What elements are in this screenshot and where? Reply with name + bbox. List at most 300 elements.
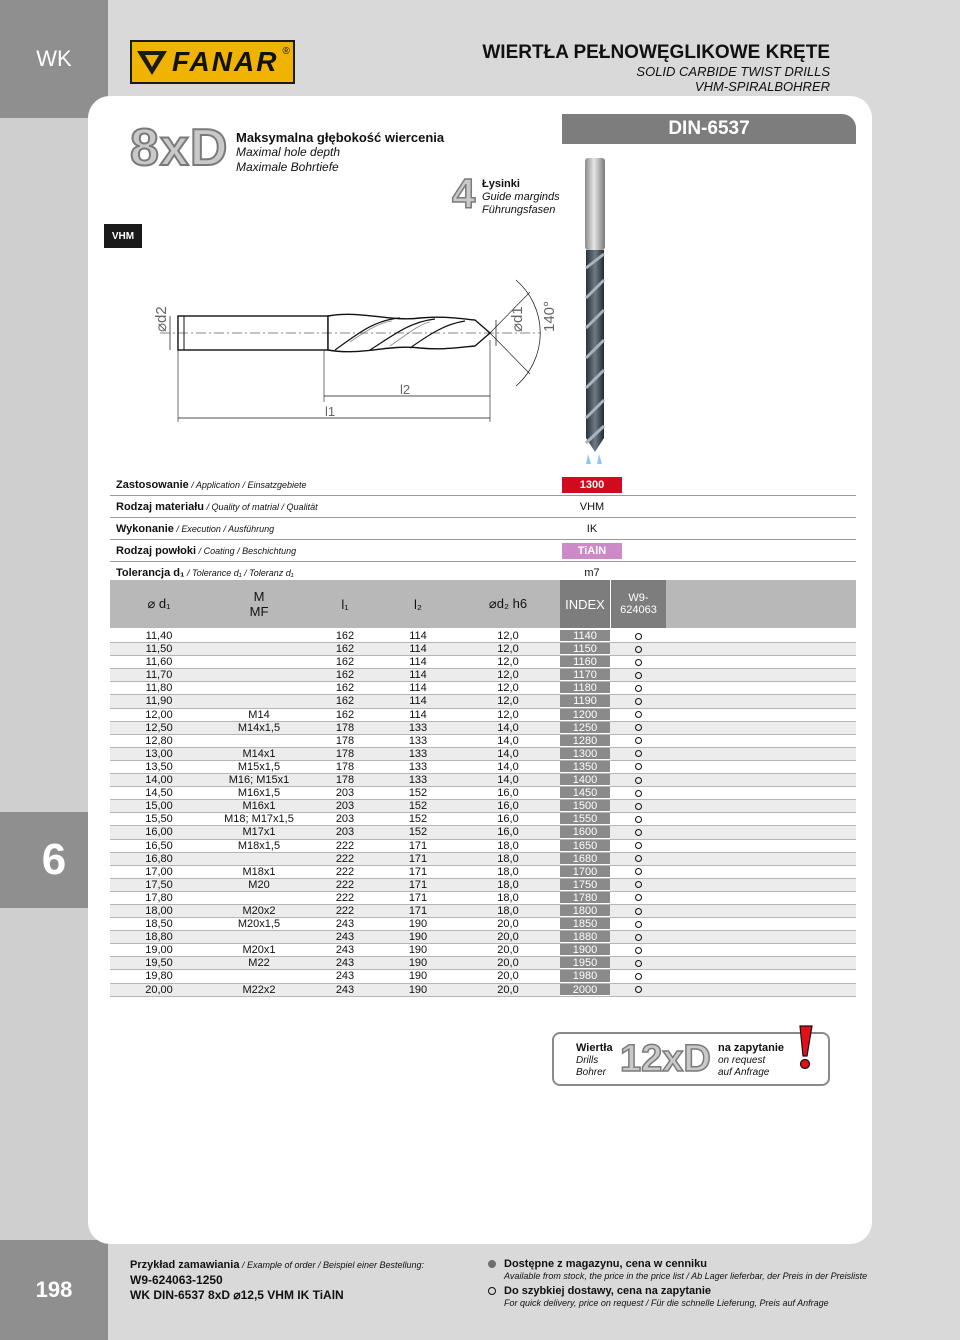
quick-delivery-circle-icon <box>635 763 642 770</box>
cell-l1: 243 <box>335 970 355 983</box>
table-row <box>110 957 856 970</box>
cell-l1: 222 <box>335 839 355 852</box>
cell-l1: 243 <box>335 944 355 957</box>
cell-availability <box>610 682 666 694</box>
legend-text <box>504 1258 867 1282</box>
property-label-rest: / Application / Einsatzgebiete <box>188 479 307 490</box>
cell-d1: 11,50 <box>145 643 173 656</box>
logo-registered-mark: ® <box>282 46 290 57</box>
quick-delivery-circle-icon <box>635 986 642 993</box>
material-tag: VHM <box>104 224 142 248</box>
table-row <box>110 892 856 905</box>
cell-thread: M16x1,5 <box>237 787 281 800</box>
cell-index: 1350 <box>560 761 610 773</box>
cell-availability <box>610 735 666 747</box>
table-body <box>110 630 856 997</box>
table-row <box>110 853 856 866</box>
legend-title: Dostępne z magazynu, cena w cenniku <box>504 1258 707 1270</box>
cell-l2: 171 <box>408 904 428 917</box>
cell-index: 1600 <box>560 826 610 838</box>
cell-l1: 162 <box>335 669 355 682</box>
cell-d1: 13,50 <box>145 760 173 773</box>
cell-l1: 243 <box>335 918 355 931</box>
cell-thread <box>208 892 310 904</box>
page-number: 198 <box>0 1240 108 1340</box>
cell-index: 1800 <box>560 905 610 917</box>
cell-l2: 190 <box>408 918 428 931</box>
cell-index: 1150 <box>560 643 610 655</box>
table-row <box>110 656 856 669</box>
margins-pl: Łysinki <box>482 178 520 190</box>
cell-l2: 190 <box>408 970 428 983</box>
cell-d2: 14,0 <box>497 760 519 773</box>
margins-de: Führungsfasen <box>482 204 556 216</box>
header-filler <box>666 580 856 628</box>
property-label <box>110 545 556 557</box>
property-value: TiAlN <box>562 543 622 559</box>
legend-subtitle: For quick delivery, price on request / Für die schnelle Lieferung, Preis auf Anfrage <box>504 1298 829 1308</box>
cell-d1: 18,00 <box>145 904 173 917</box>
cell-d2: 18,0 <box>497 865 519 878</box>
page-title: WIERTŁA PEŁNOWĘGLIKOWE KRĘTE <box>482 42 830 63</box>
col-mf: MF <box>249 604 269 619</box>
cell-l1: 222 <box>335 878 355 891</box>
cell-l1: 162 <box>335 643 355 656</box>
cell-thread: M18x1 <box>242 865 276 878</box>
cell-d2: 20,0 <box>497 918 519 931</box>
quick-delivery-circle-icon <box>635 672 642 679</box>
cell-index: 1680 <box>560 853 610 865</box>
cell-thread <box>208 853 310 865</box>
on-request-en: on request <box>718 1055 766 1066</box>
cell-d1: 19,00 <box>145 944 173 957</box>
table-row <box>110 735 856 748</box>
cell-thread: M18; M17x1,5 <box>224 813 294 826</box>
cell-l2: 114 <box>409 695 427 708</box>
cell-thread: M14x1 <box>242 747 276 760</box>
cell-thread: M15x1,5 <box>237 760 281 773</box>
quick-delivery-circle-icon <box>635 908 642 915</box>
cell-l1: 178 <box>335 747 355 760</box>
table-row <box>110 722 856 735</box>
cell-thread: M16x1 <box>242 800 276 813</box>
col-l2: l₂ <box>414 596 422 612</box>
table-row <box>110 800 856 813</box>
cell-thread <box>208 931 310 943</box>
table-row <box>110 826 856 839</box>
cell-d1: 18,80 <box>145 931 173 944</box>
cell-l2: 152 <box>408 813 428 826</box>
quick-delivery-circle-icon <box>635 881 642 888</box>
cell-availability <box>610 853 666 865</box>
cell-availability <box>610 787 666 799</box>
cell-d2: 14,0 <box>497 734 519 747</box>
table-row <box>110 761 856 774</box>
cell-d1: 15,00 <box>145 800 173 813</box>
cell-d2: 12,0 <box>497 682 519 695</box>
property-value: m7 <box>584 566 600 579</box>
cell-availability <box>610 774 666 786</box>
max-depth-label <box>236 130 444 175</box>
cell-d1: 17,00 <box>145 865 173 878</box>
cell-l2: 190 <box>408 944 428 957</box>
cell-d2: 20,0 <box>497 983 519 996</box>
cell-availability <box>610 984 666 996</box>
cell-d2: 12,0 <box>497 643 519 656</box>
property-row <box>110 496 856 518</box>
section-tab: WK <box>0 0 108 118</box>
cell-l1: 222 <box>335 891 355 904</box>
table-row <box>110 709 856 722</box>
quick-delivery-circle-icon <box>635 894 642 901</box>
cell-l2: 114 <box>409 643 427 656</box>
col-article-code: W9-624063 <box>610 580 666 628</box>
cell-thread: M22x2 <box>242 983 276 996</box>
cell-index: 1160 <box>560 656 610 668</box>
drills-en: Drills <box>576 1055 599 1066</box>
cell-l1: 178 <box>335 760 355 773</box>
table-row <box>110 984 856 997</box>
drills-pl: Wiertła <box>576 1042 613 1054</box>
exclamation-icon <box>792 1024 818 1070</box>
cell-index: 1180 <box>560 682 610 694</box>
quick-delivery-circle-icon <box>635 934 642 941</box>
max-depth-en: Maximal hole depth <box>236 145 341 159</box>
quick-delivery-circle-icon <box>635 685 642 692</box>
legend-item <box>488 1258 867 1282</box>
cell-availability <box>610 813 666 825</box>
cell-d1: 20,00 <box>145 983 173 996</box>
cell-l1: 222 <box>335 852 355 865</box>
cell-d2: 14,0 <box>497 747 519 760</box>
cell-d1: 16,00 <box>145 826 173 839</box>
cell-thread: M17x1 <box>242 826 276 839</box>
cell-availability <box>610 722 666 734</box>
quick-delivery-circle-icon <box>635 803 642 810</box>
cell-d1: 19,80 <box>145 970 173 983</box>
cell-index: 1300 <box>560 748 610 760</box>
cell-l2: 133 <box>408 774 428 787</box>
legend-subtitle: Available from stock, the price in the price list / Ab Lager lieferbar, der Preis in der Preisliste <box>504 1271 868 1281</box>
quick-delivery-circle-icon <box>635 633 642 640</box>
cell-index: 1250 <box>560 722 610 734</box>
drill-photo <box>578 158 612 468</box>
property-label-rest: / Coating / Beschichtung <box>196 545 297 556</box>
table-row <box>110 669 856 682</box>
depth-badge: 8xD <box>130 119 229 177</box>
cell-index: 1550 <box>560 813 610 825</box>
table-row <box>110 630 856 643</box>
cell-d1: 11,40 <box>145 630 173 642</box>
cell-d1: 19,50 <box>145 957 173 970</box>
quick-delivery-circle-icon <box>635 947 642 954</box>
cell-d1: 16,80 <box>145 852 173 865</box>
cell-d2: 20,0 <box>497 931 519 944</box>
cell-availability <box>610 656 666 668</box>
l1-label: l1 <box>325 404 336 419</box>
cell-index: 1880 <box>560 931 610 943</box>
quick-delivery-circle-icon <box>635 973 642 980</box>
cell-d2: 20,0 <box>497 970 519 983</box>
cell-l1: 162 <box>335 656 355 669</box>
cell-l2: 171 <box>408 878 428 891</box>
cell-index: 1900 <box>560 944 610 956</box>
page-subtitle-de: VHM-SPIRALBOHRER <box>694 79 830 94</box>
order-example-title <box>130 1258 424 1273</box>
cell-d2: 14,0 <box>497 721 519 734</box>
cell-d2: 12,0 <box>497 630 519 642</box>
cell-thread <box>208 970 310 982</box>
legend-title: Do szybkiej dostawy, cena na zapytanie <box>504 1285 712 1297</box>
cell-l2: 133 <box>408 734 428 747</box>
cell-thread <box>208 630 310 642</box>
property-label <box>110 523 556 535</box>
order-code-2: WK DIN-6537 8xD ⌀12,5 VHM IK TiAlN <box>130 1288 344 1302</box>
cell-availability <box>610 944 666 956</box>
col-index: INDEX <box>560 580 610 628</box>
cell-l2: 133 <box>408 747 428 760</box>
property-label-pl: Rodzaj powłoki <box>116 544 197 557</box>
cell-thread <box>208 669 310 681</box>
cell-thread: M18x1,5 <box>237 839 281 852</box>
cell-d2: 16,0 <box>497 800 519 813</box>
cell-index: 1170 <box>560 669 610 681</box>
cell-d1: 11,90 <box>145 695 173 708</box>
cell-l1: 178 <box>335 734 355 747</box>
d1-label: ⌀d1 <box>509 306 526 332</box>
table-row <box>110 905 856 918</box>
cell-availability <box>610 761 666 773</box>
availability-legend <box>488 1258 867 1312</box>
cell-d2: 18,0 <box>497 839 519 852</box>
quick-delivery-circle-icon <box>635 960 642 967</box>
properties-list <box>110 474 856 584</box>
brand-logo <box>130 40 295 84</box>
cell-d2: 18,0 <box>497 878 519 891</box>
cell-availability <box>610 826 666 838</box>
property-value: IK <box>586 522 598 535</box>
cell-l2: 190 <box>408 983 428 996</box>
cell-l1: 243 <box>335 983 355 996</box>
cell-availability <box>610 643 666 655</box>
table-row <box>110 970 856 983</box>
on-request-label <box>718 1042 784 1079</box>
cell-index: 1650 <box>560 840 610 852</box>
cell-l1: 243 <box>335 931 355 944</box>
cell-availability <box>610 709 666 721</box>
d2-label: ⌀d2 <box>153 306 170 332</box>
cell-thread: M20x2 <box>242 904 276 917</box>
cell-l2: 171 <box>408 865 428 878</box>
cell-index: 1950 <box>560 957 610 969</box>
col-l1: l₁ <box>341 596 349 612</box>
order-title-pl: Przykład zamawiania <box>130 1259 240 1271</box>
cell-d1: 18,50 <box>145 918 173 931</box>
quick-delivery-circle-icon <box>635 829 642 836</box>
cell-availability <box>610 892 666 904</box>
chapter-tab: 6 <box>0 812 108 908</box>
property-row <box>110 518 856 540</box>
cell-l2: 114 <box>409 708 427 721</box>
property-label-pl: Rodzaj materiału <box>116 500 205 513</box>
cell-d2: 18,0 <box>497 852 519 865</box>
cell-l2: 152 <box>408 787 428 800</box>
cell-d1: 15,50 <box>145 813 173 826</box>
cell-d1: 17,80 <box>145 891 173 904</box>
cell-thread: M14x1,5 <box>237 721 281 734</box>
cell-d1: 17,50 <box>145 878 173 891</box>
cell-index: 1700 <box>560 866 610 878</box>
table-row <box>110 931 856 944</box>
cell-l1: 162 <box>335 708 355 721</box>
cell-d2: 16,0 <box>497 826 519 839</box>
cell-thread: M20x1 <box>242 944 276 957</box>
cell-l1: 203 <box>335 813 355 826</box>
cell-availability <box>610 669 666 681</box>
cell-index: 1500 <box>560 800 610 812</box>
cell-availability <box>610 748 666 760</box>
table-row <box>110 748 856 761</box>
cell-availability <box>610 695 666 707</box>
property-label-rest: / Execution / Ausführung <box>173 523 275 534</box>
standard-header: DIN-6537 <box>562 114 856 144</box>
cell-thread <box>208 695 310 707</box>
property-label-rest: / Tolerance d₁ / Toleranz d₁ <box>184 567 294 578</box>
quick-delivery-circle-icon <box>635 646 642 653</box>
on-request-box <box>552 1032 830 1086</box>
cell-l1: 178 <box>335 774 355 787</box>
cell-d1: 13,00 <box>145 747 173 760</box>
logo-text: FANAR <box>172 46 279 77</box>
cell-index: 1280 <box>560 735 610 747</box>
property-value: 1300 <box>562 477 622 493</box>
cell-d1: 11,60 <box>145 656 173 669</box>
cell-l2: 171 <box>408 891 428 904</box>
cell-index: 1140 <box>560 630 610 642</box>
property-value: VHM <box>579 500 605 513</box>
on-request-pl: na zapytanie <box>718 1042 785 1054</box>
cell-thread: M16; M15x1 <box>228 774 290 787</box>
quick-delivery-circle-icon <box>635 659 642 666</box>
property-label-rest: / Quality of matrial / Qualität <box>204 501 318 512</box>
cell-l1: 222 <box>335 865 355 878</box>
quick-delivery-circle-icon <box>635 790 642 797</box>
cell-index: 1780 <box>560 892 610 904</box>
cell-d1: 12,00 <box>145 708 173 721</box>
col-d2: ⌀d₂ h6 <box>488 596 528 611</box>
cell-l1: 162 <box>335 630 355 642</box>
legend-text <box>504 1285 829 1309</box>
property-row <box>110 474 856 496</box>
cell-d2: 12,0 <box>497 656 519 669</box>
cell-l1: 203 <box>335 826 355 839</box>
cell-l1: 203 <box>335 787 355 800</box>
cell-l2: 171 <box>408 852 428 865</box>
cell-index: 1400 <box>560 774 610 786</box>
quick-delivery-circle-icon <box>635 777 642 784</box>
table-row <box>110 879 856 892</box>
quick-delivery-circle-icon <box>635 750 642 757</box>
cell-l2: 152 <box>408 800 428 813</box>
cell-thread <box>208 643 310 655</box>
quick-delivery-circle-icon <box>635 816 642 823</box>
cell-d1: 11,70 <box>145 669 173 682</box>
max-depth-de: Maximale Bohrtiefe <box>236 160 339 174</box>
quick-delivery-circle-icon <box>635 921 642 928</box>
cell-index: 1980 <box>560 970 610 982</box>
cell-l2: 114 <box>409 656 427 669</box>
cell-d2: 16,0 <box>497 813 519 826</box>
legend-item <box>488 1285 867 1309</box>
cell-d2: 16,0 <box>497 787 519 800</box>
col-thread <box>208 580 310 628</box>
cell-thread: M22 <box>248 957 270 970</box>
cell-d1: 14,00 <box>145 774 173 787</box>
quick-delivery-circle-icon <box>635 711 642 718</box>
cell-l2: 152 <box>408 826 428 839</box>
cell-availability <box>610 918 666 930</box>
property-label <box>110 479 556 491</box>
cell-availability <box>610 957 666 969</box>
table-row <box>110 643 856 656</box>
cell-d1: 12,50 <box>145 721 173 734</box>
table-row <box>110 787 856 800</box>
table-row <box>110 774 856 787</box>
cell-index: 1750 <box>560 879 610 891</box>
cell-d1: 14,50 <box>145 787 173 800</box>
drills-label <box>576 1042 613 1079</box>
cell-l2: 190 <box>408 931 428 944</box>
cell-d1: 16,50 <box>145 839 173 852</box>
col-m: M <box>253 589 265 604</box>
cell-thread <box>208 735 310 747</box>
cell-d2: 12,0 <box>497 708 519 721</box>
on-request-de: auf Anfrage <box>718 1067 770 1078</box>
depth-12xd-badge: 12xD <box>620 1038 711 1080</box>
cell-d2: 18,0 <box>497 904 519 917</box>
cell-l1: 222 <box>335 904 355 917</box>
quick-delivery-circle-icon <box>635 724 642 731</box>
order-code-1: W9-624063-1250 <box>130 1273 223 1287</box>
max-depth-pl: Maksymalna głębokość wiercenia <box>236 130 445 145</box>
cell-l2: 171 <box>408 839 428 852</box>
table-row <box>110 813 856 826</box>
cell-availability <box>610 630 666 642</box>
page-subtitle-en: SOLID CARBIDE TWIST DRILLS <box>636 64 830 79</box>
margins-en: Guide marginds <box>482 191 560 203</box>
cell-d2: 20,0 <box>497 944 519 957</box>
cell-l1: 162 <box>335 695 355 708</box>
table-row <box>110 866 856 879</box>
cell-l1: 203 <box>335 800 355 813</box>
margins-label <box>482 178 560 217</box>
cell-d1: 12,80 <box>145 734 173 747</box>
table-row <box>110 944 856 957</box>
logo-v-icon <box>132 42 172 82</box>
order-example <box>130 1258 424 1303</box>
cell-d2: 14,0 <box>497 774 519 787</box>
quick-delivery-circle-icon <box>635 698 642 705</box>
property-row <box>110 540 856 562</box>
property-label-pl: Tolerancja d₁ <box>116 566 185 579</box>
property-label <box>110 501 556 513</box>
table-header <box>110 580 856 628</box>
cell-l2: 114 <box>409 682 427 695</box>
cell-availability <box>610 970 666 982</box>
cell-thread: M20x1,5 <box>237 918 281 931</box>
cell-l1: 178 <box>335 721 355 734</box>
table-row <box>110 840 856 853</box>
